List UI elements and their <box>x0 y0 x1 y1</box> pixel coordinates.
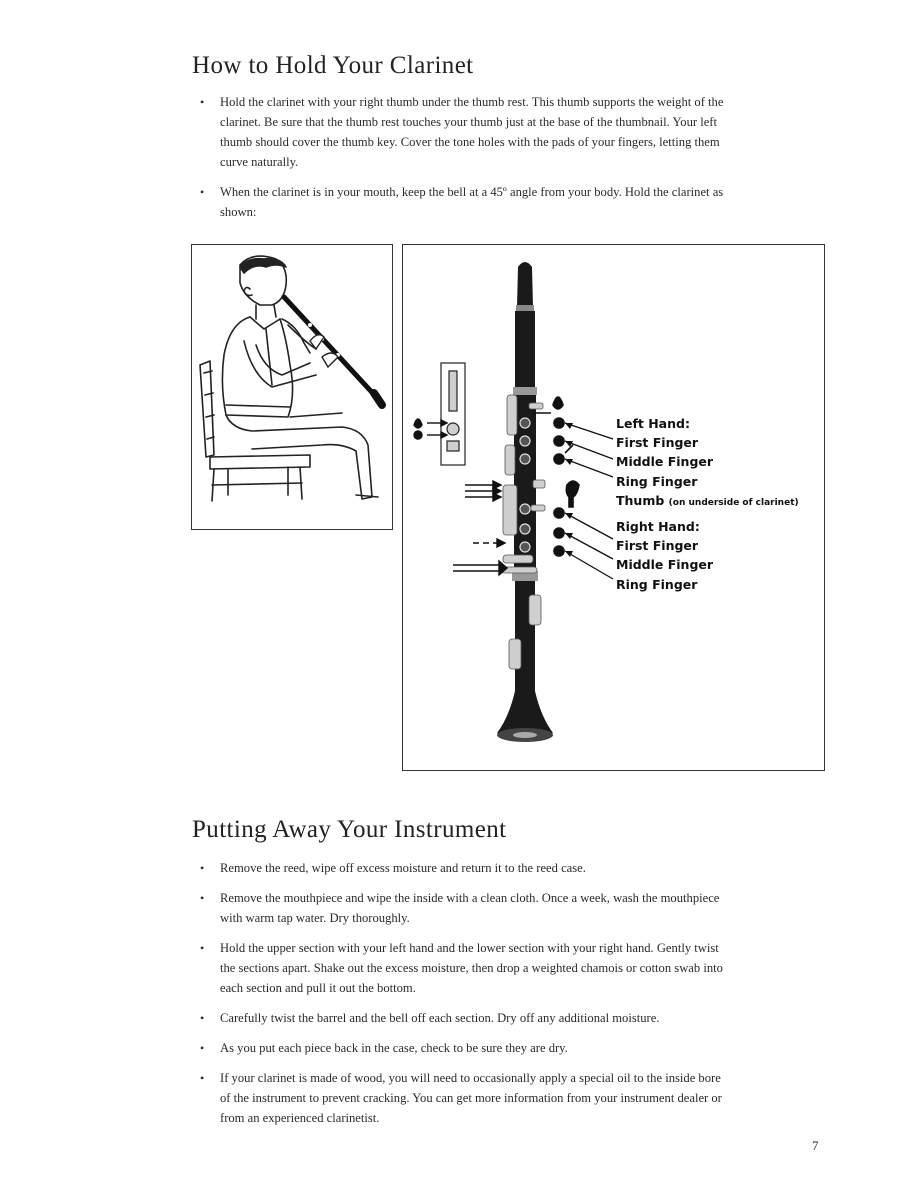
list-item: • When the clarinet is in your mouth, keep the bell at a 45º angle from your body. Hold the clarinet as shown: <box>200 182 730 222</box>
hold-instructions-list <box>200 92 730 232</box>
right-first-finger-label: First Finger <box>616 538 699 554</box>
list-item: • Remove the reed, wipe off excess moisture and return it to the reed case. <box>200 858 730 878</box>
left-thumb-label <box>616 491 826 513</box>
section-title-putting-away: Putting Away Your Instrument <box>192 816 507 843</box>
left-ring-finger-label: Ring Finger <box>616 473 698 489</box>
list-item: • Carefully twist the barrel and the bell off each section. Dry off any additional moisture. <box>200 1008 730 1028</box>
list-item: • If your clarinet is made of wood, you will need to occasionally apply a special oil to the inside bore of the instrument to prevent cracking. You can get more information from your instrument dealer or from an experienced clarinetist. <box>200 1068 730 1128</box>
right-ring-finger-label: Ring Finger <box>616 576 698 592</box>
section-title-hold-clarinet: How to Hold Your Clarinet <box>192 52 474 79</box>
left-middle-finger-label: Middle Finger <box>616 454 714 470</box>
thumb-note: (on underside of clarinet) <box>668 497 799 508</box>
right-middle-finger-label: Middle Finger <box>616 557 714 573</box>
right-hand-heading: Right Hand: <box>616 519 700 535</box>
left-hand-heading: Left Hand: <box>616 416 690 431</box>
list-item: • As you put each piece back in the case, check to be sure they are dry. <box>200 1038 730 1058</box>
seated-player-illustration <box>191 244 393 530</box>
list-item: • Remove the mouthpiece and wipe the inside with a clean cloth. Once a week, wash the mouthpiece with warm tap water. Dry thoroughly. <box>200 888 730 928</box>
list-item: • Hold the clarinet with your right thumb under the thumb rest. This thumb supports the weight of the clarinet. Be sure that the thumb rest touches your thumb just at the base of the thumbnail. Your left thumb should cover the thumb key. Cover the tone holes with the pads of your fingers, letting them curve naturally. <box>200 92 730 172</box>
seated-player-drawing <box>192 245 392 529</box>
list-item: • Hold the upper section with your left hand and the lower section with your right hand. Gently twist the sections apart. Shake out the excess moisture, then drop a weighted chamois or cotton swab into each section and pull it out the bottom. <box>200 938 730 998</box>
fingering-labels <box>616 414 826 594</box>
page-number: 7 <box>812 1138 819 1153</box>
putting-away-list <box>200 858 730 1138</box>
left-first-finger-label: First Finger <box>616 435 699 451</box>
thumb-label: Thumb <box>616 492 665 508</box>
